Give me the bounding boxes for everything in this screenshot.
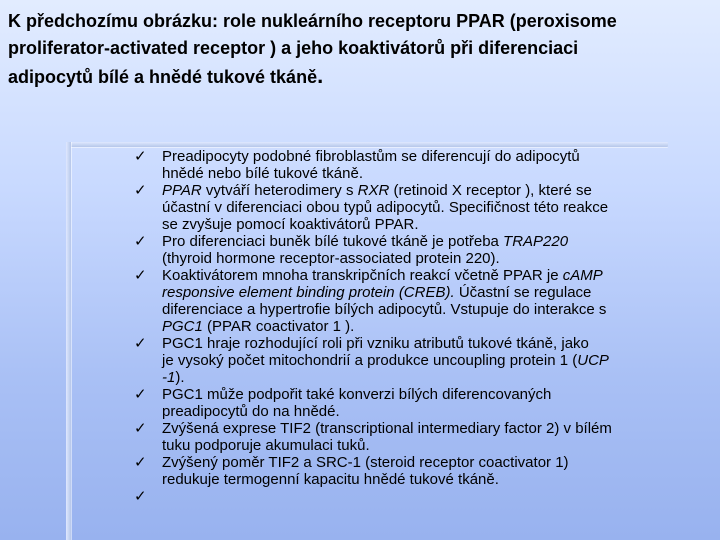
slide-title-line-3 — [8, 62, 712, 91]
bullet-list — [134, 147, 710, 505]
checkmark-icon: ✓ — [134, 334, 147, 352]
bullet-text-line — [162, 471, 710, 488]
bullet-text-segment: -1 — [162, 369, 176, 386]
bullet-item — [134, 148, 710, 182]
bullet-text-line — [162, 369, 710, 386]
checkmark-icon: ✓ — [134, 266, 147, 284]
bullet-text-segment: (retinoid X receptor ), které se — [389, 182, 592, 199]
bullet-text-line — [162, 454, 710, 471]
bullet-text-line — [162, 267, 710, 284]
bullet-item — [134, 335, 710, 386]
bullet-text-segment: PGC1 může podpořit také konverzi bílých diferencovaných — [162, 386, 552, 403]
bullet-text-segment: Zvýšená exprese TIF2 (transcriptional intermediary factor 2) v bílém — [162, 420, 612, 437]
slide-title — [8, 8, 712, 91]
bullet-text-segment: PGC1 hraje rozhodující roli při vzniku atributů tukové tkáně, jako — [162, 335, 589, 352]
bullet-text-segment: Pro diferenciaci buněk bílé tukové tkáně je potřeba — [162, 233, 504, 250]
bullet-text-line — [162, 352, 710, 369]
checkmark-icon: ✓ — [134, 232, 147, 250]
checkmark-icon: ✓ — [134, 453, 147, 471]
bullet-text-line — [162, 420, 710, 437]
slide-title-line-3-text: adipocytů bílé a hnědé tukové tkáně — [8, 67, 318, 87]
bullet-text-line — [162, 403, 710, 420]
bullet-item — [134, 420, 710, 454]
bullet-text-segment: Preadipocyty podobné fibroblastům se diferencují do adipocytů — [162, 148, 580, 165]
checkmark-icon: ✓ — [134, 385, 147, 403]
bullet-text-line — [162, 318, 710, 335]
bullet-text-line — [162, 335, 710, 352]
bullet-text-line — [162, 386, 710, 403]
bullet-text-line — [162, 165, 710, 182]
bullet-text-line — [162, 199, 710, 216]
bullet-text-line — [162, 437, 710, 454]
checkmark-icon: ✓ — [134, 181, 147, 199]
bullet-text-line — [162, 216, 710, 233]
slide-title-period: . — [317, 63, 324, 88]
bullet-text-segment: Účastní se regulace — [454, 284, 592, 301]
bullet-text-segment: preadipocytů do na hnědé. — [162, 403, 340, 420]
bullet-text-segment: Zvýšený poměr TIF2 a SRC-1 (steroid receptor coactivator 1) — [162, 454, 569, 471]
bullet-text-segment: tuku podporuje akumulaci tuků. — [162, 437, 370, 454]
decorative-left-rule — [66, 142, 71, 540]
bullet-text-segment: PPAR — [162, 182, 202, 199]
bullet-text-line — [162, 284, 710, 301]
bullet-text-segment: Koaktivátorem mnoha transkripčních reakcí včetně PPAR je — [162, 267, 563, 284]
bullet-item — [134, 267, 710, 335]
checkmark-icon: ✓ — [134, 419, 147, 437]
bullet-text-segment: (PPAR coactivator 1 ). — [202, 318, 355, 335]
bullet-item — [134, 182, 710, 233]
checkmark-icon: ✓ — [134, 487, 147, 505]
bullet-text-segment: PGC1 — [162, 318, 203, 335]
checkmark-icon: ✓ — [134, 147, 147, 165]
bullet-text-segment: je vysoký počet mitochondrií a produkce uncoupling protein 1 ( — [162, 352, 578, 369]
bullet-text-segment: hnědé nebo bílé tukové tkáně. — [162, 165, 363, 182]
bullet-text-segment: RXR — [357, 182, 390, 199]
bullet-item — [134, 386, 710, 420]
bullet-text-segment: redukuje termogenní kapacitu hnědé tukové tkáně. — [162, 471, 499, 488]
bullet-text-segment: účastní v diferenciaci obou typů adipocytů. Specifičnost této reakce — [162, 199, 609, 216]
bullet-item — [134, 233, 710, 267]
bullet-text-line — [162, 250, 710, 267]
bullet-text-line — [162, 182, 710, 199]
bullet-item — [134, 454, 710, 488]
bullet-text-line — [162, 233, 710, 250]
bullet-text-segment: responsive element binding protein (CREB). — [162, 284, 455, 301]
bullet-text-segment: vytváří heterodimery s — [201, 182, 358, 199]
slide-title-line-1: K předchozímu obrázku: role nukleárního receptoru PPAR (peroxisome — [8, 11, 617, 31]
bullet-text-segment: UCP — [577, 352, 609, 369]
bullet-text-segment: TRAP220 — [503, 233, 569, 250]
decorative-top-rule — [68, 142, 668, 147]
bullet-text-line — [162, 148, 710, 165]
bullet-text-line — [162, 301, 710, 318]
bullet-text-segment: cAMP — [562, 267, 603, 284]
bullet-text-segment: (thyroid hormone receptor-associated protein 220). — [162, 250, 500, 267]
bullet-text-segment: diferenciace a hypertrofie bílých adipocytů. Vstupuje do interakce s — [162, 301, 607, 318]
bullet-text-segment: se zvyšuje pomocí koaktivátorů PPAR. — [162, 216, 419, 233]
bullet-text-segment: ). — [175, 369, 185, 386]
slide-title-line-2: proliferator-activated receptor ) a jeho koaktivátorů při diferenciaci — [8, 38, 579, 58]
